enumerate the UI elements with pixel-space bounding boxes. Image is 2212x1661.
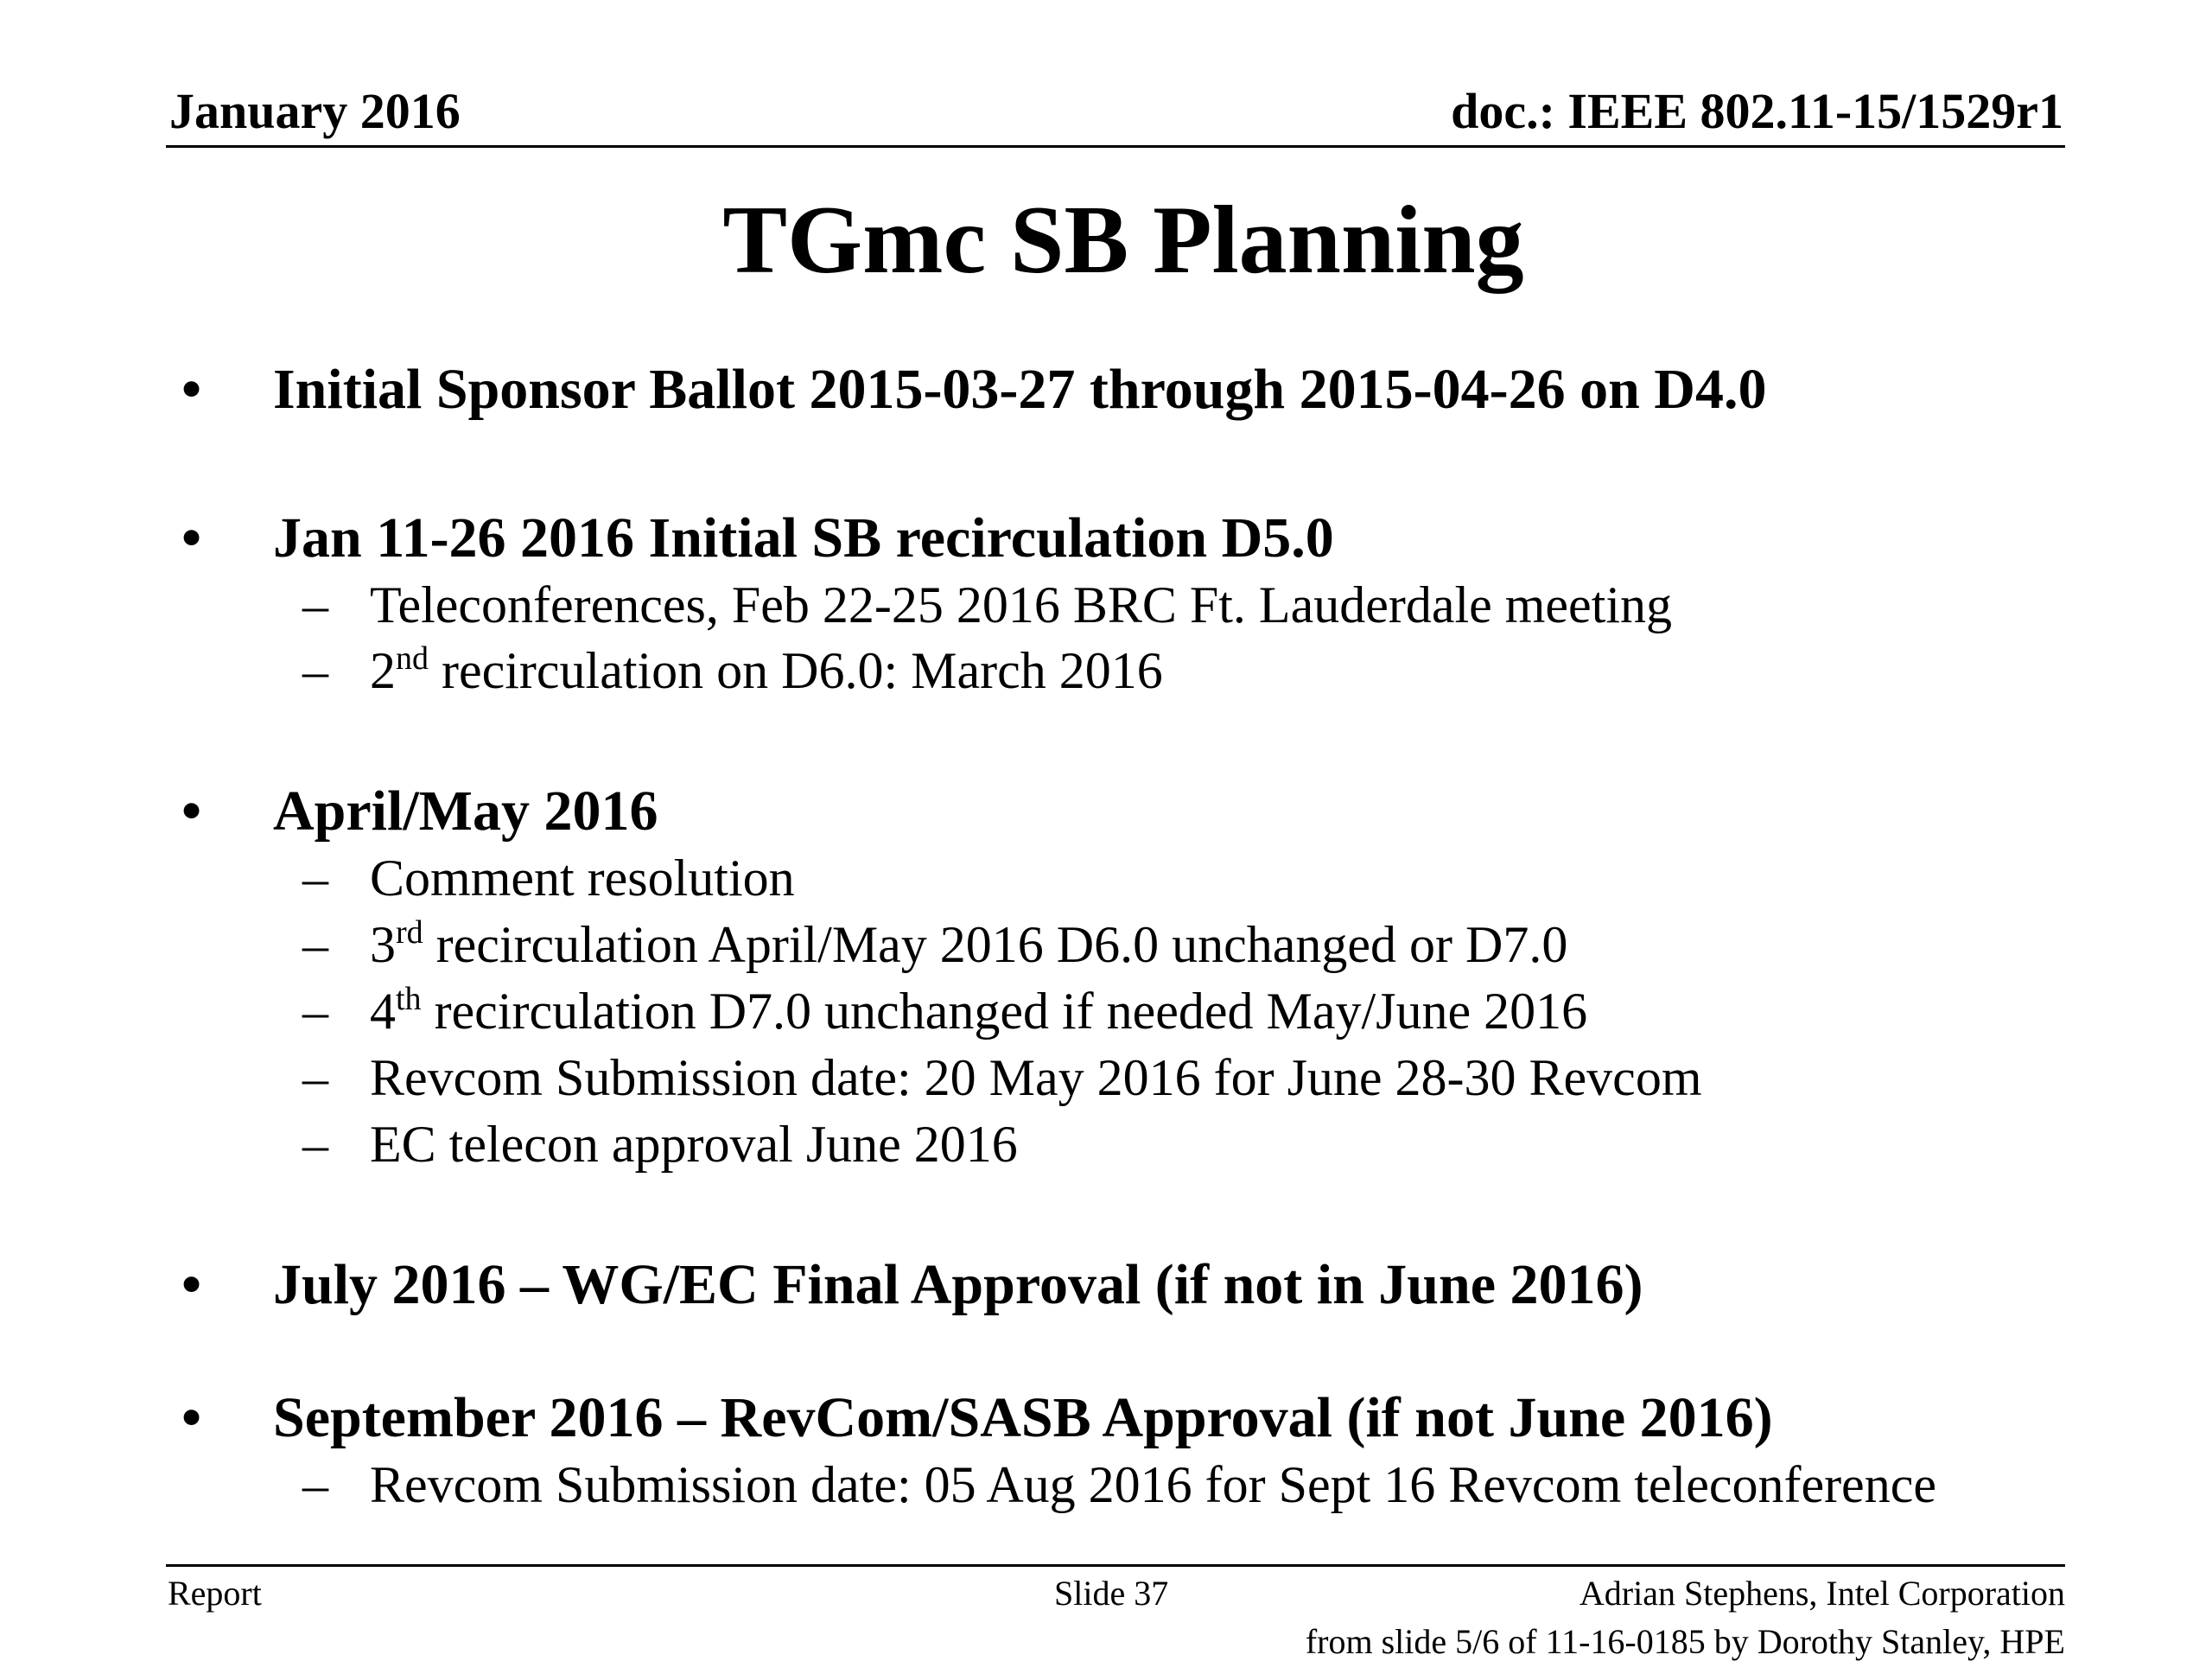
footer-slide-number: Slide 37: [1054, 1574, 1169, 1613]
sub-text-rest: recirculation on D6.0: March 2016: [429, 642, 1163, 699]
sub-marker: –: [302, 850, 328, 907]
ordinal-suffix: th: [396, 981, 422, 1017]
sub-text-rest: recirculation D7.0 unchanged if needed May/June 2016: [421, 983, 1588, 1040]
bullet-marker: •: [181, 358, 202, 421]
sub-marker: –: [302, 642, 328, 699]
footer-report-label: Report: [168, 1574, 262, 1613]
bullet-text: July 2016 – WG/EC Final Approval (if not in June 2016): [273, 1253, 1643, 1316]
footer-source-note: from slide 5/6 of 11-16-0185 by Dorothy Stanley, HPE: [1305, 1622, 2065, 1661]
slide-title: TGmc SB Planning: [722, 187, 1524, 294]
ordinal-number: 4: [370, 983, 396, 1040]
ordinal-number: 2: [370, 642, 396, 699]
ordinal-number: 3: [370, 916, 396, 973]
bullet-text: Jan 11-26 2016 Initial SB recirculation D5.0: [273, 506, 1334, 570]
sub-text: EC telecon approval June 2016: [370, 1116, 1018, 1173]
sub-text: Teleconferences, Feb 22-25 2016 BRC Ft. Lauderdale meeting: [370, 576, 1673, 633]
bullet-marker: •: [181, 1253, 202, 1316]
bullet-text: September 2016 – RevCom/SASB Approval (if not June 2016): [273, 1386, 1773, 1449]
sub-text-rest: recirculation April/May 2016 D6.0 unchanged or D7.0: [423, 916, 1568, 973]
bullet-marker: •: [181, 780, 202, 843]
bullet-marker: •: [181, 506, 202, 570]
sub-marker: –: [302, 983, 328, 1040]
header-date: January 2016: [169, 83, 461, 139]
sub-text: [370, 640, 1163, 699]
sub-marker: –: [302, 576, 328, 633]
sub-marker: –: [302, 1116, 328, 1173]
header-doc-id: doc.: IEEE 802.11-15/1529r1: [1451, 83, 2063, 139]
footer-author: Adrian Stephens, Intel Corporation: [1579, 1574, 2065, 1613]
sub-text: [370, 981, 1588, 1040]
sub-text: Revcom Submission date: 05 Aug 2016 for Sept 16 Revcom teleconference: [370, 1456, 1936, 1513]
ordinal-suffix: nd: [396, 640, 429, 677]
footer-divider: [166, 1564, 2065, 1567]
bullet-text: April/May 2016: [273, 780, 658, 843]
sub-marker: –: [302, 1049, 328, 1106]
header-divider: [166, 145, 2065, 148]
sub-text: [370, 914, 1568, 973]
sub-marker: –: [302, 1456, 328, 1513]
bullet-marker: •: [181, 1386, 202, 1449]
sub-text: Revcom Submission date: 20 May 2016 for June 28-30 Revcom: [370, 1049, 1702, 1106]
bullet-text: Initial Sponsor Ballot 2015-03-27 through 2015-04-26 on D4.0: [273, 358, 1767, 421]
sub-marker: –: [302, 916, 328, 973]
sub-text: Comment resolution: [370, 850, 795, 907]
ordinal-suffix: rd: [396, 914, 423, 951]
